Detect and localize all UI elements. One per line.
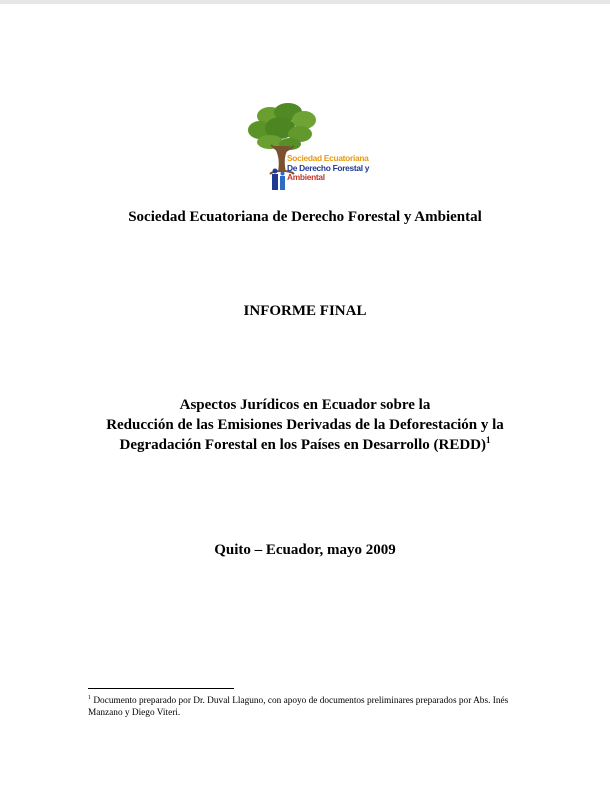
subject-line-1: Aspectos Jurídicos en Ecuador sobre la [179, 397, 431, 413]
subject-line-2: Reducción de las Emisiones Derivadas de la Deforestación y la [106, 417, 504, 433]
logo-wordmark [287, 154, 369, 183]
logo-line-3: Ambiental [287, 172, 325, 183]
organization-logo [244, 102, 368, 198]
tree-logo-icon [244, 102, 368, 198]
footnote [88, 695, 518, 719]
organization-heading: Sociedad Ecuatoriana de Derecho Forestal y Ambiental [128, 209, 482, 225]
footnote-separator [88, 688, 234, 689]
footnote-reference[interactable]: 1 [485, 435, 491, 445]
logo-line-1: Sociedad Ecuatoriana [287, 153, 369, 163]
footnote-number: 1 [88, 694, 91, 701]
report-title: INFORME FINAL [243, 303, 367, 319]
top-edge-rule [0, 0, 610, 4]
subject-line-3: Degradación Forestal en los Países en Desarrollo (REDD) [119, 437, 486, 453]
footnote-text: Documento preparado por Dr. Duval Llaguno, con apoyo de documentos preliminares preparados por Abs. Inés Manzano y Diego Viteri. [88, 696, 509, 718]
subject-line-3-wrapper [0, 435, 610, 455]
logo-line-2: De Derecho Forestal y [287, 162, 370, 173]
report-subject [0, 395, 610, 455]
place-and-date: Quito – Ecuador, mayo 2009 [214, 542, 396, 558]
